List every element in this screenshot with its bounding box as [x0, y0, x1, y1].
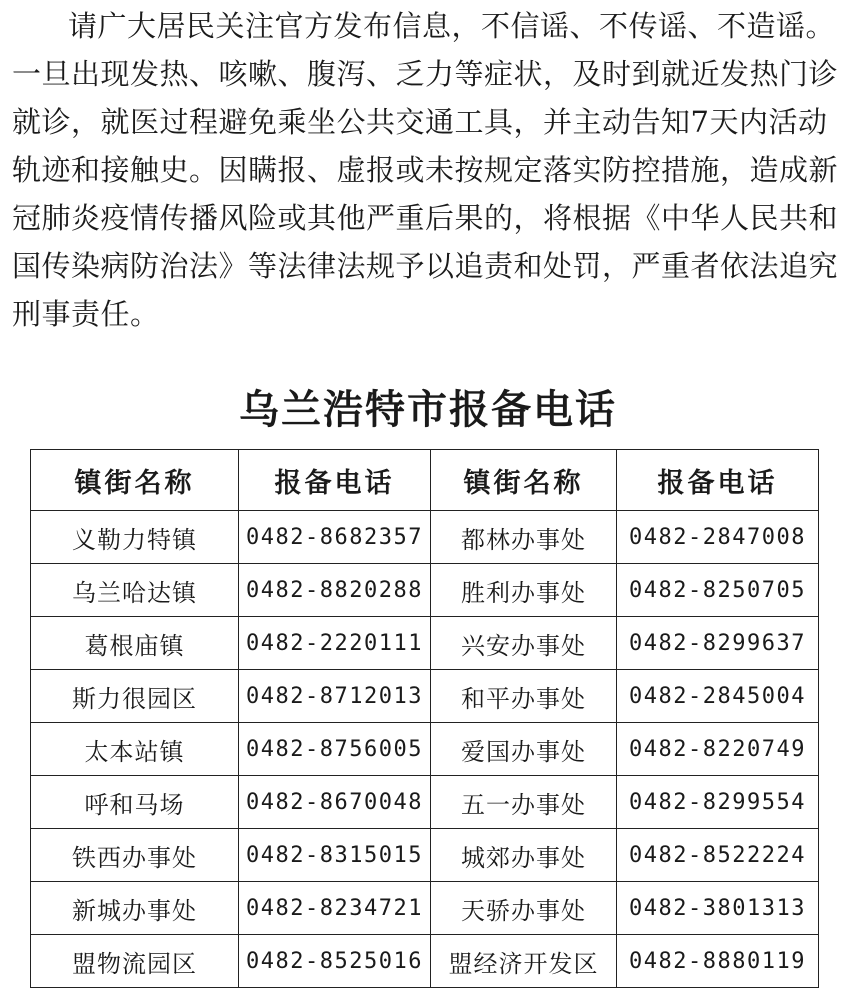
table-row: [31, 882, 819, 935]
town-name-cell: 爱国办事处: [431, 723, 617, 776]
phone-cell: 0482-2220111: [239, 617, 431, 670]
phone-cell: 0482-8220749: [617, 723, 819, 776]
table-row: [31, 670, 819, 723]
phone-cell: 0482-8880119: [617, 935, 819, 988]
town-name-cell: 盟物流园区: [31, 935, 239, 988]
table-row: [31, 723, 819, 776]
notice-line: 请广大居民关注官方发布信息，不信谣、不传谣、不造谣。: [68, 9, 836, 43]
table-row: [31, 776, 819, 829]
town-name-cell: 太本站镇: [31, 723, 239, 776]
town-name-cell: 呼和马场: [31, 776, 239, 829]
town-name-cell: 胜利办事处: [431, 564, 617, 617]
town-name-cell: 义勒力特镇: [31, 511, 239, 564]
phone-table: [30, 449, 819, 988]
table-row: [31, 564, 819, 617]
notice-line: 冠肺炎疫情传播风险或其他严重后果的，将根据《中华人民共和: [12, 201, 839, 235]
table-row: [31, 829, 819, 882]
notice-line: 就诊，就医过程避免乘坐公共交通工具，并主动告知7天内活动: [12, 105, 828, 139]
notice-paragraph: [12, 2, 844, 338]
town-name-cell: 葛根庙镇: [31, 617, 239, 670]
phone-cell: 0482-8234721: [239, 882, 431, 935]
town-name-cell: 铁西办事处: [31, 829, 239, 882]
notice-line: 一旦出现发热、咳嗽、腹泻、乏力等症状，及时到就近发热门诊: [12, 57, 839, 91]
town-name-cell: 都林办事处: [431, 511, 617, 564]
header-phone: 报备电话: [617, 450, 819, 511]
phone-cell: 0482-8522224: [617, 829, 819, 882]
town-name-cell: 斯力很园区: [31, 670, 239, 723]
phone-cell: 0482-8682357: [239, 511, 431, 564]
phone-cell: 0482-8820288: [239, 564, 431, 617]
phone-cell: 0482-2847008: [617, 511, 819, 564]
town-name-cell: 乌兰哈达镇: [31, 564, 239, 617]
phone-cell: 0482-8299637: [617, 617, 819, 670]
phone-cell: 0482-8756005: [239, 723, 431, 776]
header-town-name: 镇街名称: [31, 450, 239, 511]
town-name-cell: 新城办事处: [31, 882, 239, 935]
phone-cell: 0482-8315015: [239, 829, 431, 882]
phone-cell: 0482-3801313: [617, 882, 819, 935]
town-name-cell: 盟经济开发区: [431, 935, 617, 988]
notice-line: 轨迹和接触史。因瞒报、虚报或未按规定落实防控措施，造成新: [12, 153, 839, 187]
header-phone: 报备电话: [239, 450, 431, 511]
table-row: [31, 617, 819, 670]
town-name-cell: 五一办事处: [431, 776, 617, 829]
table-title: 乌兰浩特市报备电话: [239, 387, 617, 433]
phone-cell: 0482-8250705: [617, 564, 819, 617]
notice-line: 刑事责任。: [12, 297, 160, 331]
phone-cell: 0482-8712013: [239, 670, 431, 723]
town-name-cell: 城郊办事处: [431, 829, 617, 882]
table-row: [31, 935, 819, 988]
town-name-cell: 兴安办事处: [431, 617, 617, 670]
header-town-name: 镇街名称: [431, 450, 617, 511]
table-row: [31, 511, 819, 564]
town-name-cell: 天骄办事处: [431, 882, 617, 935]
phone-cell: 0482-8525016: [239, 935, 431, 988]
phone-cell: 0482-8670048: [239, 776, 431, 829]
notice-line: 国传染病防治法》等法律法规予以追责和处罚，严重者依法追究: [12, 249, 839, 283]
town-name-cell: 和平办事处: [431, 670, 617, 723]
phone-cell: 0482-8299554: [617, 776, 819, 829]
phone-cell: 0482-2845004: [617, 670, 819, 723]
table-header-row: [31, 450, 819, 511]
